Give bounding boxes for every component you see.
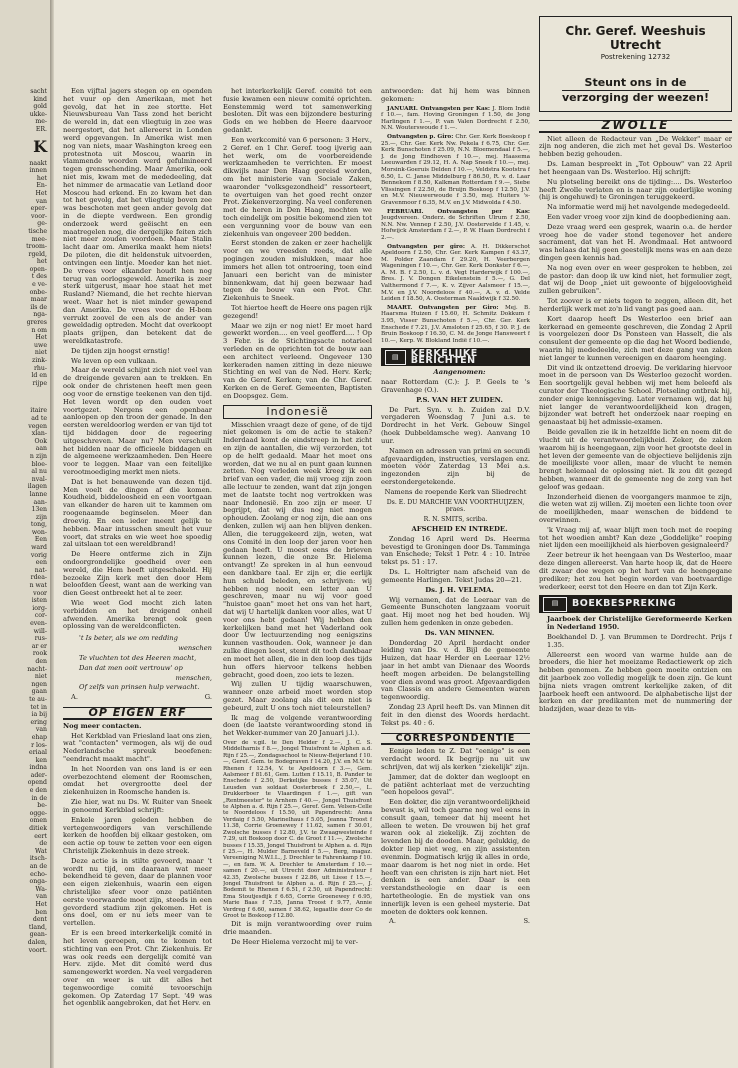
paragraph: be- [37,802,47,810]
paragraph: Deze vraag werd een gesprek, waarin o.a. de herder vroeg hoe de vader stond tegenover het andere sacrament, dat van het H. Avondmaal. Het antwoord was helaas dat hij geen geestelijk mens was en aan deze dingen geen kennis had. [539,222,732,262]
van-minnen-paras [381,640,530,728]
receipt-entry [381,305,530,345]
paragraph: Zondag 23 April heeft Ds. van Minnen dit feit in den dienst des Woords herdacht. Tekst ps. 40 : 6. [381,703,530,727]
paragraph: eriaal [29,749,47,757]
strip-kicker: K [33,136,47,156]
paragraph: innen [29,167,47,175]
paragraph: Zondag 16 April werd Ds. Heerma bevestigd te Groningen door Ds. Tamminga van Enschede; Tekst 1 Petr. 4 : 10. Intree tekst ps. 51 : 17. [381,534,530,567]
paragraph: ogge- [29,809,47,817]
paragraph: Het [35,900,47,908]
book-title: Jaarboek der Christelijke Gereformeerde Kerken in Nederland 1950. [547,615,732,632]
paragraph: dalen, [27,938,47,946]
correspondentie-signature [381,918,530,926]
signature-line: Namens de roepende Kerk van Sliedrecht [384,487,527,496]
verse-line: menschen, [175,673,212,682]
paragraph: e ve- [32,281,47,289]
paragraph: En- [36,182,47,190]
paragraph: Dit vind ik ontzettend droevig. De verklaring hiervoor moet in de persoon van Ds Westerloo gezocht worden. Een soortgelijk geval hebben wij met hem beleefd als curator der Theologische School. Plotseling ontbrak hij, zonder enige kennisgeving. Later vernamen wij, dat hij niet langer de verantwoordelijkheid kon dragen, bijzonder wat betreft het onderzoek naar roeping en genaastaat bij het admissie-examen. [539,363,732,427]
paragraph: Eerst stonden de zaken er zeer hachelijk voor en we vreesden reeds, dat alle pogingen zouden mislukken, maar hoe immers het allen tot ontroering, toen eind Januari een bericht van de minister binnenkwam, dat hij geen bezwaar had tegen de bouw van een Prot. Chr. Ziekenhuis te Sneek. [223,239,372,303]
paragraph: Een vader vroeg voor zijn kind de doopbediening aan. [547,212,731,221]
section-heading-correspondentie: CORRESPONDENTIE [381,733,530,746]
paragraph: n zijn [29,452,47,460]
paragraph: even- [30,620,47,627]
paragraph: ering [30,718,47,726]
paragraph: de [39,840,47,848]
paragraph: onbe- [29,288,47,296]
receipt-text: A. H. Dikkerschot Apeldoorn f 2.50, Chr. Ger. Kerk Kampen f 43.37, M. Polder Zaandam f 29.20, H. Veerbergen Wageningen f 10.—, Chr. Ger. Kerk Donkster f 6.—, A. M. B. f 2.50, L. v. d. Vegt Harderwijk f 100.—, Bres. J. V. Dongen Eikelenstein f 5.—, G. Del Valthermond f 7.—, K. v. Zijver Aalsmeer f 15.—, M.V. en J.V. Noordeloos f 40.—, A. v. d. Velde Leiden f 18.50, A. Oosterman Naaldwijk f 32.50. [381,243,530,303]
receipt-entry [381,244,530,303]
paragraph: omen [29,817,47,825]
ps-zuiden-signature [381,489,530,524]
article-ziekenhuis-paras [223,88,372,401]
paragraph: Zeer betreur ik het heengaan van Ds Westerloo, maar deze dingen allereerst. Van harte hoop ik, dat de Heere dit zwaar doe wegen op het hart van de heengegane prediker; het zou het begin worden van boetvaardige wederkeer, eerst tot den Heere en dan tot Zijn Kerk. [539,551,732,591]
paragraph: nval- [31,475,47,483]
article-indonesie-closing [223,921,372,946]
paragraph: van [35,197,47,205]
book-icon: ▤ [543,597,567,612]
ad-line-1: Chr. Geref. Weeshuis [565,24,706,38]
verse-line: Te vluchten tot des Heeren macht, [79,653,197,662]
paragraph: Een werkcomité van 6 personen: 3 Herv., 2 Geref. en 1 Chr. Geref. toog ijverig aan het werk, om de voorbereidende werkzaamheden te verrichten. Er moest dikwijls naar Den Haag gereisd worden, om het ministerie van Sociale Zaken, waaronder "volksgezondheid" ressorteert, te overtuigen van het goed recht onzer Prot. Ziekenverzorging. Na veel conferenen met de heren in Den Haag, mochten we toch eindelijk om positie bekomend zien tot een vergunning voor de bouw van een ziekenhuis van ongeveer 200 bedden. [223,135,372,238]
banner-title: KERKELIJKE BERICHTEN [410,347,478,367]
article-indonesie-paras [223,422,372,739]
paragraph: r los- [31,741,47,749]
article-signature [63,694,212,702]
paragraph: gold [33,103,47,111]
strip-text-mid [0,160,50,388]
paragraph: rgeld, [28,250,47,258]
heading-van-minnen: Ds. VAN MINNEN. [424,628,495,637]
paragraph: Een [34,536,47,544]
paragraph: dent [32,916,47,924]
paragraph: eper- [30,205,47,213]
book-review-paras [539,652,732,715]
paragraph: won- [31,528,47,536]
paragraph: Eenige leden te Z. Dat "eenige" is een verdacht woord. Ik begrijp nu uit uw schrijven, dat wij als kerken "ziekelijk" zijn. [381,747,530,771]
paragraph: het [36,174,47,182]
paragraph: al nu [31,468,47,476]
paragraph: in de [31,794,47,802]
paragraph: Wij vernamen, dat de Leeraar van de Gemeente Bunschoten langzaam vooruit gaat. Hij moet nog het bed houden. Wij zullen hem gedenken in onze gebeden. [381,595,530,627]
paragraph: ar er [31,642,47,650]
section-heading-op-eigen-erf: OP EIGEN ERF [63,707,212,720]
paragraph: ia bij [31,711,47,719]
paragraph: Het [35,189,47,197]
paragraph: ehap [31,733,47,741]
paragraph: indna [29,764,47,772]
paragraph: nat- [34,566,47,574]
paragraph: aan- [33,498,47,506]
signature-line: Ds. E. DU MARCHIE VAN VOORTHUIJZEN, praes. [386,498,525,514]
paragraph: Misschien vraagt deze of gene, of de tijd niet gekomen is om de actie te staken? Inderdaad komt de eindstreep in het zicht en zijn de aantallen, die wij verzorden, tot op de helft gedaald. Maar het moet ons worden, dat we nu al en punt gaan kunnen zetten. Nog verleden week kreeg ik een brief van een vader, die mij vroeg zijn zoon alle lectuur te zenden, want dat zijn jongen met de laatste tocht nog vertrokken was naar Indonesië. En zoo zijn er meer. U begrijpt, dat wij dus nog niet mogen ophouden. Zoolang er nog zijn, die aan ons denken, zullen wij aan hen blijven denken. Allen, die teruggekeerd zijn, weten, wat ons Comité in den loop der jaren voor hen gedaan heeft. U moest eens de brieven kunnen lezen, die onze Br. Hielema ontvangt! Ze spreken in al hun eenvoud een dankbare taal. Er zijn er, die eerlijk hun schuld beleden, en schrijven: wij hebben nog nooit een letter aan U geschreven, maar nu wij voor goed "huistoe gaan" moet het ons van het hart, dat wij U hartelijk danken voor alles, wat U voor ons hebt gedaan! Wij hebben den kerkelijken band met het Vaderland ook door Uw lectuurzending nog eenigszins kunnen vasthouden. Ook, wanneer je dan zulke dingen leest, stemt dit toch dankbaar en moet het allen, die in den loop des tijds hun offers hiervoor telkens hebben gebracht, goed doen, zoo iets te lezen. [223,420,372,679]
paragraph: niet [34,673,47,681]
paragraph: rhu- [33,364,47,372]
paragraph: Na informatie werd mij het navolgende medegedeeld. [547,203,731,212]
receipts-list [381,106,530,345]
paragraph: Deze actie is in stilte gevoerd, maar 't wordt nu tijd, om daaraan wat meer bekendheid te geven, daar de plannen voor een eigen ziekenhuis, waarin een eigen christelijke sfeer voor onze patiënten eerste voorwaarde moet zijn, steeds in een gevorderd stadium zijn gekomen. Het is ons doel, om er nu iets meer van te vertellen. [63,856,212,928]
page-fold [50,0,54,1068]
aangenomen-title: Aangenomen: [433,368,486,377]
article-world-paras [63,88,212,631]
receipts-intro: antwoorden: dat hij hem was binnen gekomen: [381,88,530,103]
verse-line: wenschen [178,644,212,653]
paragraph: onga- [29,878,47,886]
giften-list: Over de v.gil. te Den Helder f 2.—, J. C. S. Middelharnis f 8.—, Jongel Thuisfront te Alphen a.d. Rijn f 25.—, Zondagsschool te Nieuw-Beijerland f 10.—, Geref. Gem. te Bodegraven f 14.20, J.V. en M.V. te Rhenen f 12.54, V. te Apeldoorn f 3.—, Gem. Aalsmeer f 81.61, Gem. Lutten f 15.11, B. Pander te Enschede f 2.50, Derkelijke busses f 35.07, Uit Leusden van soldaat Oosterbroek f 2.50,—, L. Drukkerboer te Vlaardingen f 1.—, gift van „Rentmeester" te Arnhem f 40.—, Jongel Thuisfront te Alphen a. d. Rijn f 25.—, Geref. Gem. Velsen-Celle te Noordeloos f 15.50, uit Papendrecht: Anna Verdaig f 5.50, Marinelhaus f 5.05, Jeanna Troost f 11.38, Corrie Groenewey f 11.62, samen f 30.01, Zwolsche busses f 12.80, J.V. te Zwaagwesteinde f 7.29, uit Boskoop door C. de Groot f 11.—, Zwolsche busses f 15.35, Jongel Thuisfront te Alphen a. d. Rijn f 25.—, H. Mulder Barneveld f 5.—, Berg, magaz. Vereeniging N.W.I.L., J. Drechler te Fahrenkamp f 10.—, en fam. W. A. Drechler te Amsterdam f 10.— samen f 20.—, uit Utrecht door Administrateur f 42.35, Zwolsche busses f 22.86, uit Lisse f 15.—, Jongel Thuisfront te Alphen a. d. Rijn f 25.—, J. Bodemit te Rhenen f 6.51, f 2.50, uit Papendrecht: Ema Stoutjesdijk f 6.65, Corrie Groenewey f 6.95, Marie Baas f 7.35, Janna Troost f 9.77, Annie Verdreg f 6.60, samen f 38.62, legaatlie door Co de Groot te Boskoop f 12.80. [223,740,372,919]
column-3 [381,88,530,1063]
paragraph: Inzonderheid dienen de voorgangers manmoe te zijn, die weten wat zij willen. Zij moeten een lichte toon over de moeilijkheden, maar wenschen de biddend te overwinnen. [539,492,732,524]
paragraph: het [36,258,47,266]
article-zwolle-paras [539,136,732,592]
paragraph: ils de [30,303,47,311]
paragraph: e den [29,787,47,795]
receipt-lead: Ontvangsten per giro: [387,243,471,250]
paragraph: van [35,893,47,901]
paragraph: ben [35,908,47,916]
paragraph: De Heer Hielema verzocht mij te ver- [231,938,358,946]
paragraph: greres [26,319,47,327]
paragraph: Zie hier, wat nu Ds. W. Ruiter van Sneek in genoemd Kerkblad schrijft: [63,798,212,814]
article-eigen-erf-paras [63,733,212,1009]
paragraph: Wij zullen U tijdig waarschuwen, wanneer onze arbeid moet worden stop gezet. Maar zoolang als dit een niet is gebeurd, zult U ons toch niet teleurstellen? [223,680,372,712]
paragraph: Het Kerkblad van Friesland laat ons zien, wat "contacten" vermogen, als wij de oud Nederlandsche spreuk beoefenen: "eendracht maakt macht". [63,731,212,763]
paragraph: het interkerkelijk Geref. comité tot een fusie kwamen een nieuw comité oprichten. Eenstemmig werd tot samenwerking besloten. Dit was een bijzondere besturing Gods en we hebben de Heere daarvoor gedankt. [223,88,372,135]
paragraph: Wat [35,847,47,855]
paragraph: naakt [29,159,47,167]
paragraph: itaire [30,407,47,415]
paragraph: te au- [29,695,47,703]
ad-postrekening: Postrekening 12732 [600,53,671,61]
paragraph: ditiek [29,825,47,833]
receipt-text: Mej. B. Haarsma Huizen f 15.60, H. Schmitz Dokkum f 3.95, Visser Bunschoten f 5.—, Chr. Ger. Kerk Enschede f 7.21, J.V. Amsloten f 25.65, f 30. P. J. de Bruin Boskoop f 16.30, C. M. de Jonge Hansweert f 10.—, Kerp. W. Blokland Indië f 10.—. [381,304,530,344]
paragraph: itsch- [29,855,47,863]
paragraph: De Heere ontferme zich in Zijn ondoorgrondelijke goedheid over een wereld, die Hem heeft uitgeschakeld. Hij bezoeke Zijn kerk met den door Hem beloofden Geest, want aan de werking van dien Geest ontbreekt het al te zeer. [63,550,212,598]
paragraph: voort. [28,946,47,954]
paragraph: den [35,657,47,665]
receipt-text: J. Blom Indië f 10.—, fam. Hoving Groningen f 1.50, de Jong Harlingen f 1.—, P. van Valen Dordrecht f 2.50, N.N. Wouterswoude f 1.—. [381,105,530,132]
paragraph: Maar we zijn er nog niet! Er moet hard gewerkt worden.... en veel geofferd.... ! Op 3 Febr. is de Stichtingsacte notarieel verleden en de oprichten tot de bouw aan een architect verleend. Ongeveer 130 kerkeraden namen zitting in deze nieuwe Stichting en wel van de Ned. Herv. Kerk; van de Geref. Kerken; van de Chr. Geref. Kerken en de Geref. Gemeenten, Baptisten en Doopsgez. Gem. [223,321,372,400]
heading-afscheid: AFSCHEID EN INTREDE. [411,525,508,534]
paragraph: rook [32,650,47,658]
paragraph: aan [35,445,47,453]
book-icon: ▤ [385,350,406,365]
receipt-lead: MAART. Ontvangsten per Giro: [387,304,505,311]
velema-paras [381,597,530,628]
paragraph: mee- [31,235,47,243]
receipt-lead: JANUARI. Ontvangsten per Kas: [387,105,493,112]
paragraph: Namen en adressen van primi en secundi afgevaardigden, instructies, verslagen enz. moeten vóór Zaterdag 13 Mei a.s. ingezonden zijn bij de eerstondergetekende. [381,446,530,486]
article-lead: Nog meer contacten. [63,721,142,730]
paragraph: Nu plotseling bereikt ons de tijding:.... Ds. Westerloo heeft Zwolle verlaten en is naar zijn ouderlijke woning (hij is ongehuwd) te Groningen teruggekeerd. [539,177,732,202]
heading-ps-zuiden: P.S. VAN HET ZUIDEN. [416,395,503,404]
heading-velema: Ds. J. H. VELEMA. [425,585,494,594]
paragraph: Tot hiertoe heeft de Heere ons pagen rijk gezegend! [223,303,372,320]
receipt-lead: Ontvangsten p. Giro: [387,134,456,140]
paragraph: niet [34,349,47,357]
paragraph: zink- [32,357,47,364]
poem-verse [63,635,212,692]
paragraph: me- [35,118,47,126]
paragraph: sacht [30,88,47,95]
paragraph: Een dokter, die zijn verantwoordelijkheid bewust is, wil toch gaarne nog wel eens in consult gaan, temeer dat hij meent het alleen te weten. De vrouwen bij het graf waren ook al ziekelijk. Zij zochten de levenden bij de dooden. Maar, gelukkig, de dokter liep niet weg, en zijn assistenten evenmin. Dogmatisch krijg ik alles in orde, maar daarom is het nog niet in orde. Het heeft van een christen is zijn hart niet. Het denken is een ander. Daar is een verstandstheologie en daar is een hartetheologie. En de mystiek van ons innerlijk leven is een geheel mysterie. Dat moeten de dokters ook kennen. [381,798,530,916]
paragraph: De tijden zijn hoogst ernstig! [71,346,170,355]
receipt-entry [381,209,530,242]
paragraph: echo- [30,870,47,878]
paragraph: ukke- [29,110,47,118]
paragraph: t des [31,273,47,281]
paragraph: vegen [28,422,47,430]
paragraph: nacht- [27,665,47,673]
paragraph: Dit is mijn verantwoording over ruim drie maanden. [223,920,372,937]
paragraph: van [35,726,47,734]
section-heading-zwolle: ZWOLLE [539,120,732,133]
receipt-text: Chr. Ger. Kerk Boeskoop f 25.—, Chr. Ger. Kerk Nw. Pekela f 6.75, Chr. Ger. Kerk Bunschoten f 25.09, N.N. Bloemendaal f 5.—, J. de Jong Eindhoven f 10.—, mej. Haasema Leeuwarden f 29.12, H. A. Nap Sneek f 10.—, mej. Morsink-Goeruis Delden f 10.—, Veldstra Kootstra f 6.50, L. C. Janse Middelburg f 86.50, R. v. d. Laar Bennekom f 8.50, Kalkman Rotterdam f 9.—, Siebe Vlissingen f 22.50, de Bruijn Boskoop f 12.50, J.V. en M.V. Nieuwerwoude f 3.50, mej. Huiters 's-Gravenmoor f 6.35, M.V. en J.V. Midwolda f 4.50. [381,134,530,206]
paragraph: isten [31,597,47,605]
banner-boekbespreking [539,595,732,613]
paragraph: zijn [35,513,47,521]
paragraph: rus- [34,635,47,643]
paragraph: voor- [31,212,47,220]
paragraph: kind [33,95,47,103]
paragraph: ge- [37,220,47,228]
paragraph: Niet alleen de Redacteur van „De Wekker" maar er zijn nog anderen, die zich met het geval Ds. Westerloo hebben bezig gehouden. [539,134,732,159]
paragraph: rdea- [30,574,47,582]
signature-right: G. [204,693,212,702]
paragraph: n wat [29,582,47,590]
paragraph: ward [31,544,47,552]
paragraph: Tot zoover is er niets tegen te zeggen, alleen dit, het herderlijk werk met zo'n lid vangt pas goed aan. [539,297,732,313]
paragraph: ER. [35,125,47,133]
paragraph: De Part. Syn. v. h. Zuiden zal D.V. vergaderen Woensdag 7 Juni a.s. te Dordrecht in het Verk. Gebouw Singel (hoek Dubbeldamsche weg). Aanvang 10 uur. [381,405,530,445]
paragraph: Wie weet God mocht zich laten verbidden en het dreigend onheil afwenden. Amerika brengt ook geen oplossing van de wereldconflicten. [63,599,212,631]
section-heading-indonesie: Indonesië [223,405,372,419]
paragraph: 'k Vraag mij af, waar blijft men toch met de roeping tot het woedien ambt? Kan deze „Goddelijke" roeping niet lijden een moeilijkheid als hierboven gesignaleerd? [539,525,732,550]
paragraph: Er is een breed interkerkelijk comité in het leven geroepen, om te komen tot stichting van een Prot. Chr. Ziekenhuis. Er was ook reeds een dergelijk comité van Herv. zijde. Met dit comité werd dus samengewerkt worden. Na veel vergaderen over en weer is uit dit alles het tegenwoordige comité tevoorschijn gekomen. Op Zaterdag 17 Sept. '49 was het ogenblik aangebroken, dat het Herv. en [63,929,212,1008]
signature-left: A. [389,917,396,926]
previous-page-strip [0,0,50,1068]
banner-title: BOEKBESPREKING [572,598,677,610]
paragraph: Donderdag 20 April herdacht onder leiding van Ds. v. d. Bijl de gemeente Huizen, dat haar Herder en Leeraar 12½ jaar in het ambt van Dienaar des Woords heeft mogen arbeiden. De belangstelling voor dien avond was groot. Afgevaardigden van Classis en andere Gemeenten waren tegenwoordig. [381,638,530,702]
paragraph: gaan [31,688,47,696]
advertisement-weeshuis [539,16,732,112]
strip-text-top [0,88,50,134]
paragraph: ken [35,756,47,764]
paragraph: ader- [30,771,47,779]
paragraph: lanne [29,490,47,498]
paragraph: gean- [29,931,47,939]
paragraph: eert [34,832,47,840]
paragraph: n om [31,326,47,334]
receipt-text: Jeugdvereen. Onderz. de Schriften Ulrum f 2.50, N.N. Nw. Vennep f 2.50, J.V. Oostervelde f 1.45, v. Hofwijck Amsterdam f 2.—, P. W. Haan Dordrecht f 2.—. [381,215,530,241]
signature-left: A. [71,693,78,702]
paragraph: ngen [31,680,47,688]
paragraph: Ook [34,437,47,445]
paragraph: troom- [26,243,47,251]
paragraph: nga- [33,311,47,319]
paragraph: Na nog even over en weer gesproken te hebben, zei de pastor: dan doop ik uw kind niet, het formulier zegt, dat wij de Doop „niet uit gewoonte of bijgeloovigheid zullen gebruiken". [539,263,732,296]
verse-line: 't Is beter, als we om redding [79,634,178,643]
paragraph: In het Noorden van ons land is er een overbezochtend element der Roomschen, omdat het overgrootte deel der ziekenhuizen in Roomsche handen is. [63,764,212,797]
paragraph: Jammer, dat de dokter dan wegloopt en de patiënt achterlaat met de verzuchting "een hopeloos geval". [381,772,530,797]
paragraph: an de [29,863,47,870]
paragraph: Dat is het benauwende van dezen tijd. Men voelt de dingen af die komen. Koudheid, biddeloosheid en een voortgaan van elkander de haren uit te kammen om roogenaamde beginselen. Meer dan droevig. En een ieder meent gelijk te hebben. Maar intusschen smeult het vuur voort, dat straks en wie weet hoe spoedig zal uitslaan tot een wereldbrand! [63,477,212,549]
paragraph: cor- [34,612,47,620]
paragraph: uwe [34,341,47,349]
banner-kerkelijke-berichten [381,348,530,366]
paragraph: 13en [31,506,47,514]
paragraph: ilagen [27,483,47,491]
paragraph: iorg- [32,604,47,612]
receipt-entry [381,134,530,207]
paragraph: tland, [28,923,47,931]
paragraph: Wa- [35,885,47,893]
receipt-entry [381,106,530,132]
column-1 [63,88,212,1063]
paragraph: tet in [30,703,47,711]
ad-line-1b: Utrecht [610,38,661,52]
ad-line-4: verzorging der weezen! [561,90,709,104]
ad-line-3: Steunt ons in de [584,75,687,89]
paragraph: rijpe [32,379,47,387]
paragraph: Kort daarop heeft Ds Westerloo een brief aan kerkeraad en gemeente geschreven, die Zondag 2 April is voorgelezen door Ds Ponsteen van Hasselt, die als consulent der gemeente op die dag het Woord bediende, waarin hij mededeelde, zich met deze gang van zaken niet langer te kunnen vereenigen en daarom heenging. [539,314,732,362]
signature-right: S. [523,917,530,926]
verse-line: Of zelfs van prinsen hulp verwacht. [79,683,200,692]
paragraph: voor [33,589,47,597]
aangenomen-text: naar Rotterdam (C.): J. P. Geels te 's Gravenhage (O.). [381,378,530,395]
book-publisher: Boekhandel D. J. van Brummen te Dordrecht. Prijs f 1.35. [547,632,732,649]
correspondentie-paras [381,748,530,916]
paragraph: We leven op een vulkaan. [71,356,158,365]
paragraph: Ds. L. Holtrigter nam afscheid van de gemeente Harlingen. Tekst Judas 20—21. [381,568,530,584]
paragraph: tische [28,227,47,235]
signature-line: R. N. SMITS, scriba. [423,516,488,524]
paragraph: Enkele jaren geleden hebben de vertegenwoordigers van verschillende kerken de hoofden bij elkaar gestoken, om een actie op touw te zetten voor een eigen Christelijk Ziekenhuis in deze streek. [63,815,212,855]
paragraph: Ik mag de volgende verantwoording doen (de laatste verantwoording stond in het Wekker-nummer van 20 Januari j.l.). [223,713,372,738]
column-4 [539,16,732,1063]
receipt-lead: FEBRUARI. Ontvangsten per Kas: [387,208,530,215]
paragraph: bloe- [31,460,47,468]
paragraph: will- [33,627,47,635]
strip-text-low [0,407,50,954]
paragraph: maar [30,296,47,304]
paragraph: een [35,559,47,567]
paragraph: open- [29,265,47,273]
paragraph: vorig [30,551,47,559]
paragraph: Beide gevallen zie ik in hetzelfde licht en noem dit de vlucht uit de verantwoordelijkheid. Zeker, de zaken waarom hij is heengegaan, zijn voor het grootste deel in het leven der gemeente van de objectieve belijdenis zijn de moeilijkste voor allen, maar de vlucht te nemen brengt helemaal de oplossing niet. Ik zou dit gezegd hebben, wanneer dit de gemeente nog de zorg van het geloof was gedaan. [539,428,732,491]
paragraph: Maar de wereld schijnt zich niet veel van de dreigende gevaren aan te trekken. En ook onder de christenen heeft men geen oog voor de ernstige teekenen van den tijd. Het leven wordt op den ouden voet voortgezet. Nergens een openbaar aanloopen op den troon der genade. In den eersten wereldoorlog werden er van tijd tot tijd biddagen door de regeering uitgeschreven. Maar nu? Men verschuilt het bidden naar de officieele biddagen en de algemeene werkzaamheden. Den Heere voor te leggen. Maar van een feitelijke verootmoediging merkt men niets. [63,366,212,476]
paragraph: ld en [31,372,47,380]
paragraph: tong, [30,521,47,529]
afscheid-paras [381,536,530,585]
paragraph: Een vijftal jagers stegen op en openden het vuur op den Amerikaan, met het gevolg, dat het in zee stortte. Het Nieuwsbureau Van Tass zond het bericht de wereld in, dat een vliegtuig in zee was neergestort, dat het allereerst in Londen werd opgevangen. In Amerika wist men nog van niets, maar Washington kreeg een protestnota uit Moscou, waarin in vlammende woorden werd gefulmineerd tegen grensschending. Maar Amerika, ook niet mis, kwam met de mededeeling, dat het nimmer de armacatie van Letland door Moscou had erkend. En zo kwam het dan tot het gevolg, dat het vliegtuig boven zee was beschoten met geen ander gevolg dat in de diepte verdween. Een grondig onderzoek werd geëischt en een maatregelen nog, die dergelijke feiten zich niet meer zouden voordoen. Maar Stalin lacht daar om. Amerika maakt hem niets! De piloten, die dit heldenstuk uitvoerden, ontvingen een lintje. Moeder kan het niet. De vrees voor elkander houdt hen nog terug van oorlogsgeweld. Amerika is zeer sterk uitgerust, maar hoe staat het met Rusland? Niemand, die het rechte hiervan weet. Waar het is niet minder gewapend dan Amerika. De vrees voor de H-bom verrukt zoovel de een als de ander van geweldadig optreden. Mocht dat overkoopt plaats grijpen, dan betekent dat de wereldkatastrofe. [63,88,212,345]
paragraph: xlan- [31,430,47,438]
ps-zuiden-paras [381,407,530,487]
paragraph: ad te [31,414,47,422]
paragraph: opend [27,779,47,787]
column-2 [223,88,372,1063]
paragraph: Ds. Laman bespreekt in „Tot Opbouw" van 22 April het heengaan van Ds. Westerloo. Hij schrijft: [539,160,732,176]
paragraph: Het [35,334,47,342]
verse-line: Dan dat men ooit vertrouw' op [79,663,183,672]
paragraph: Allereerst een woord van warme hulde aan de broeders, die hier het moeizame Redactiewerk op zich hebben genomen. Ze hebben geen moeite ontzien om dit jaarboek zoo volledig mogelijk te doen zijn. Ge kunt bijna niets vragen omtrent kerkelijke zaken, of dit Jaarboek heeft een antwoord. De alphabetische lijst der kerken en der predikanten met de nummering der bladzijden, waar deze te vin- [539,650,732,714]
